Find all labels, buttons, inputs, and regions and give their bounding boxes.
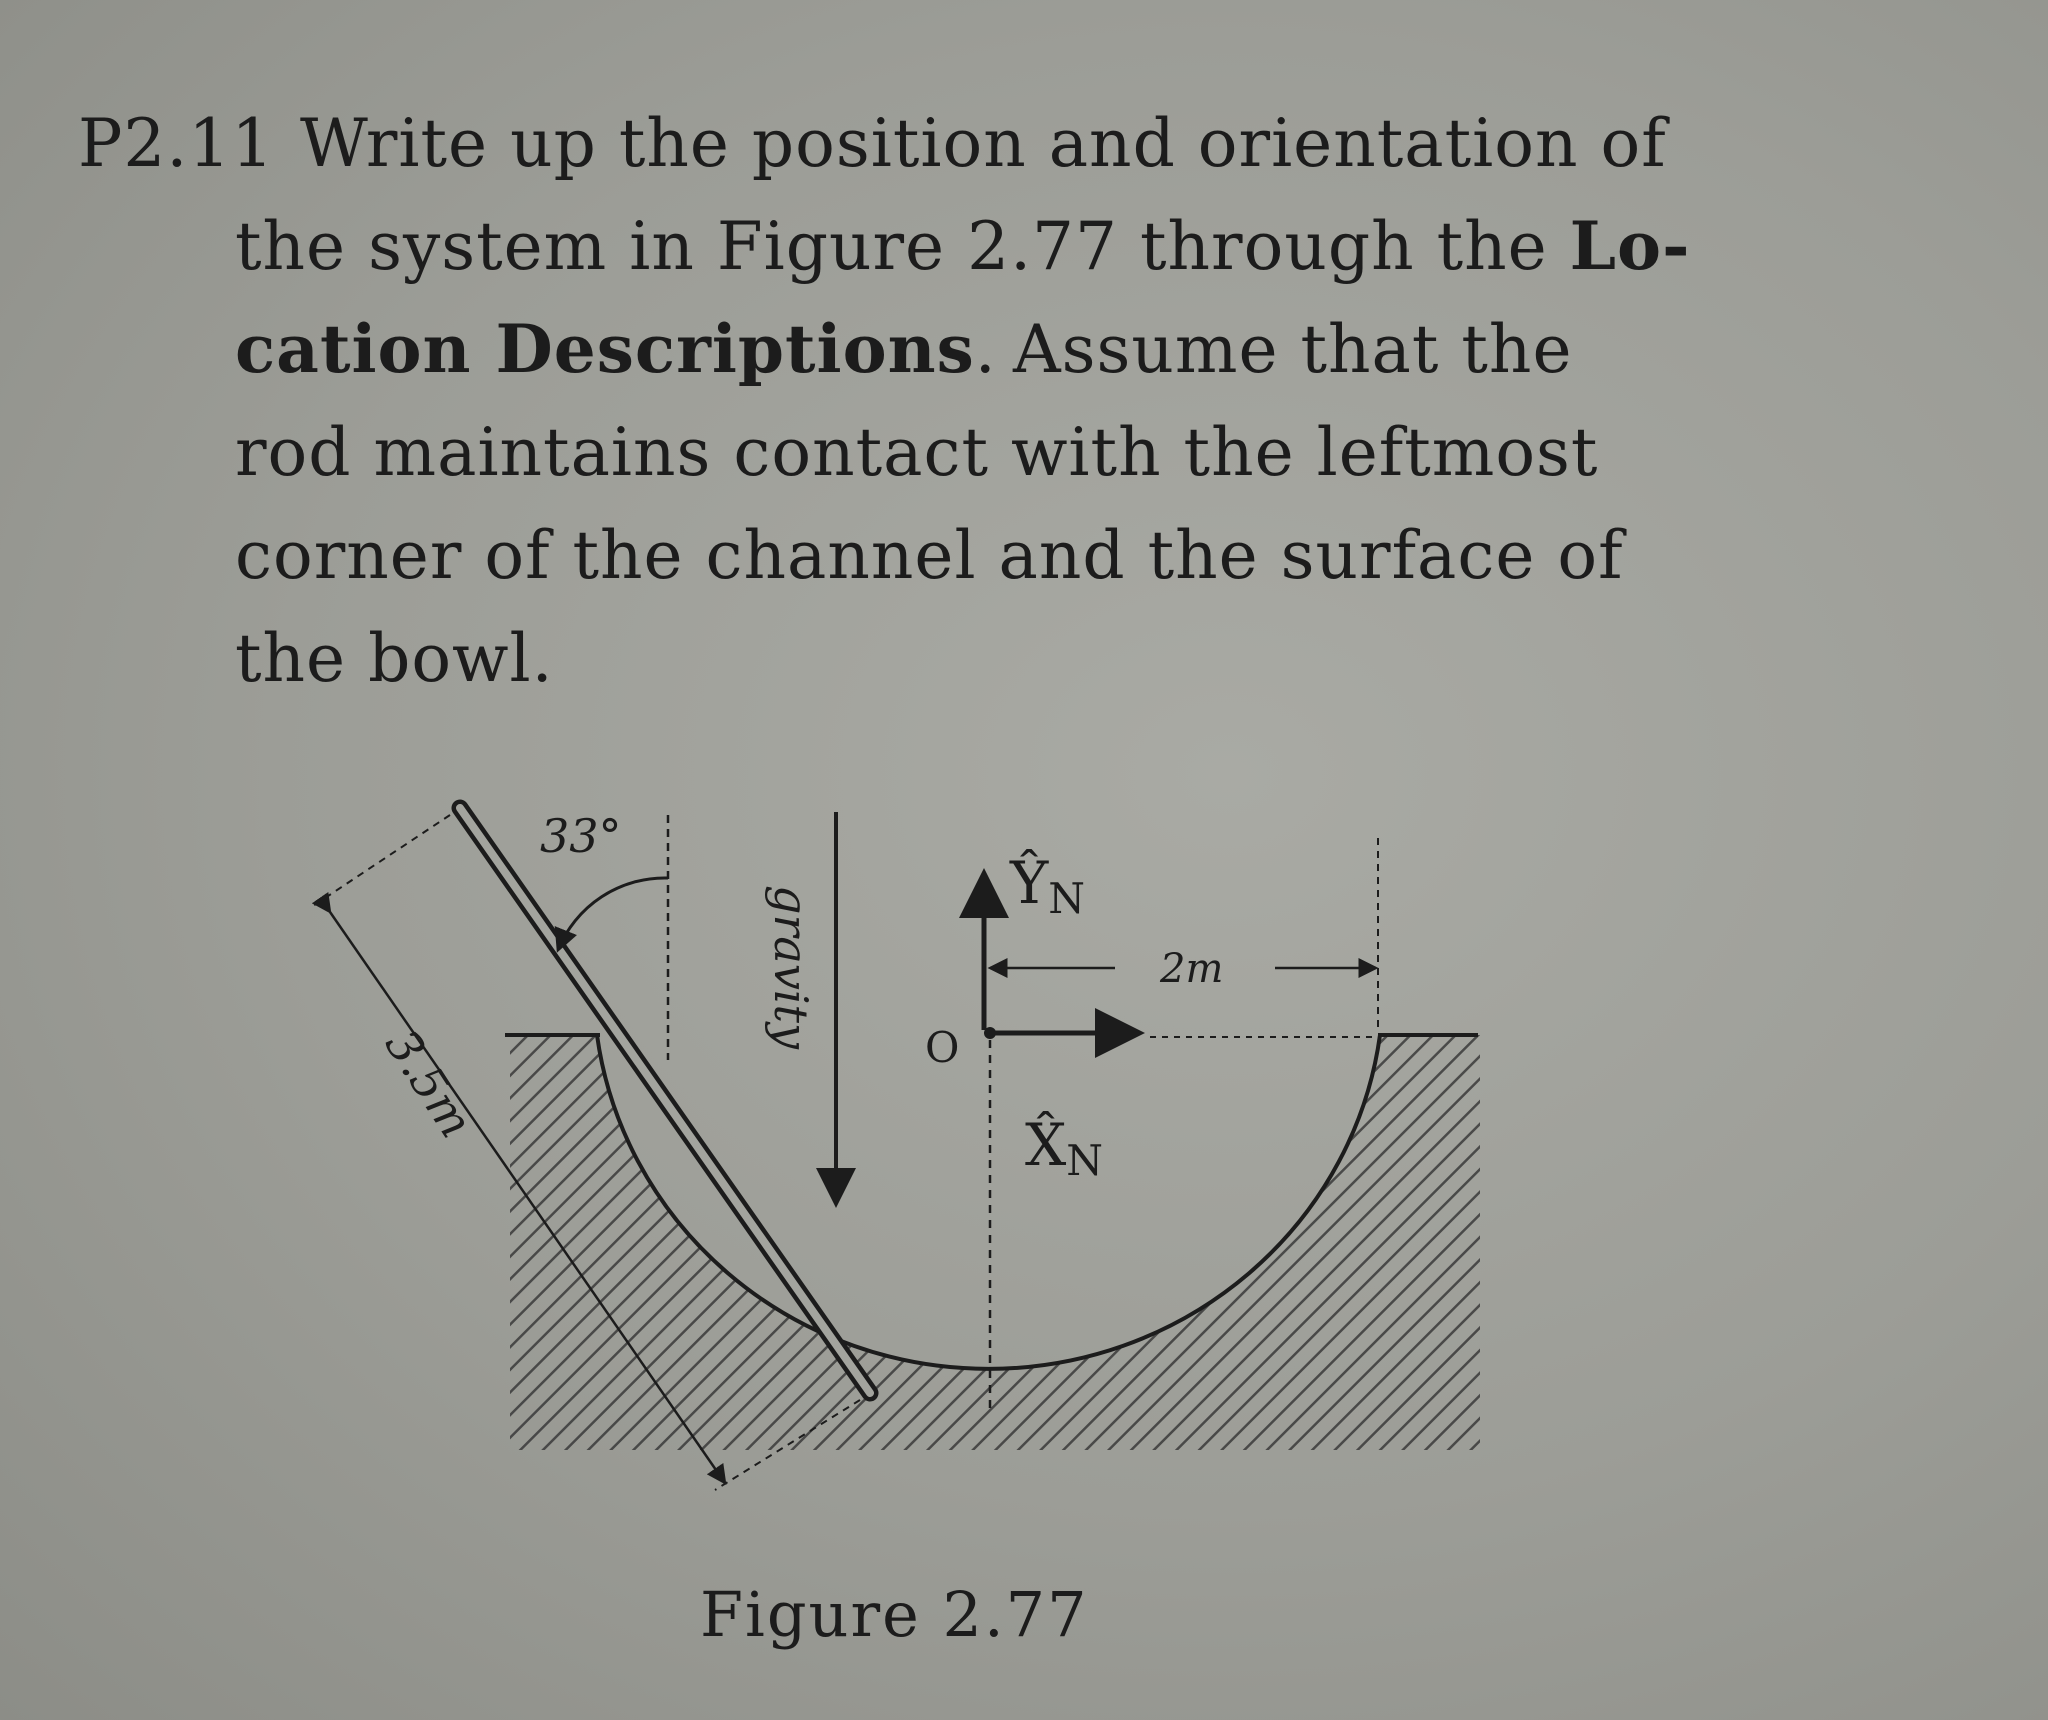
problem-text-4: rod maintains contact with the leftmost bbox=[235, 414, 1599, 491]
x-axis-label bbox=[1025, 1110, 1103, 1185]
x-axis-subscript: N bbox=[1066, 1136, 1104, 1185]
y-axis-subscript: N bbox=[1048, 874, 1086, 923]
problem-text-1: Write up the position and orientation of bbox=[300, 105, 1667, 182]
problem-text-3-period: . bbox=[974, 311, 997, 388]
gravity-label: gravity bbox=[764, 885, 818, 1050]
y-axis-label bbox=[1009, 849, 1085, 923]
problem-text-2-bold: Lo- bbox=[1569, 207, 1691, 285]
angle-arc bbox=[558, 878, 668, 950]
problem-text-3-rest: Assume that the bbox=[1013, 311, 1573, 388]
origin-label: O bbox=[925, 1023, 960, 1072]
problem-text-3-bold: cation Descriptions bbox=[235, 310, 975, 388]
x-axis-symbol: X̂ bbox=[1025, 1111, 1067, 1179]
angle-label: 33° bbox=[540, 809, 622, 863]
problem-text-2: the system in Figure 2.77 through the bbox=[235, 208, 1570, 285]
origin-point bbox=[984, 1027, 996, 1039]
y-axis-symbol: Ŷ bbox=[1010, 849, 1049, 917]
problem-number: P2.11 bbox=[78, 105, 275, 182]
figure-caption: Figure 2.77 bbox=[700, 1578, 1089, 1651]
rod-length-label: 3.5m bbox=[374, 1019, 484, 1147]
problem-text-6: the bowl. bbox=[235, 620, 554, 697]
half-width-label: 2m bbox=[1160, 946, 1224, 992]
problem-text-5: corner of the channel and the surface of bbox=[235, 517, 1624, 594]
